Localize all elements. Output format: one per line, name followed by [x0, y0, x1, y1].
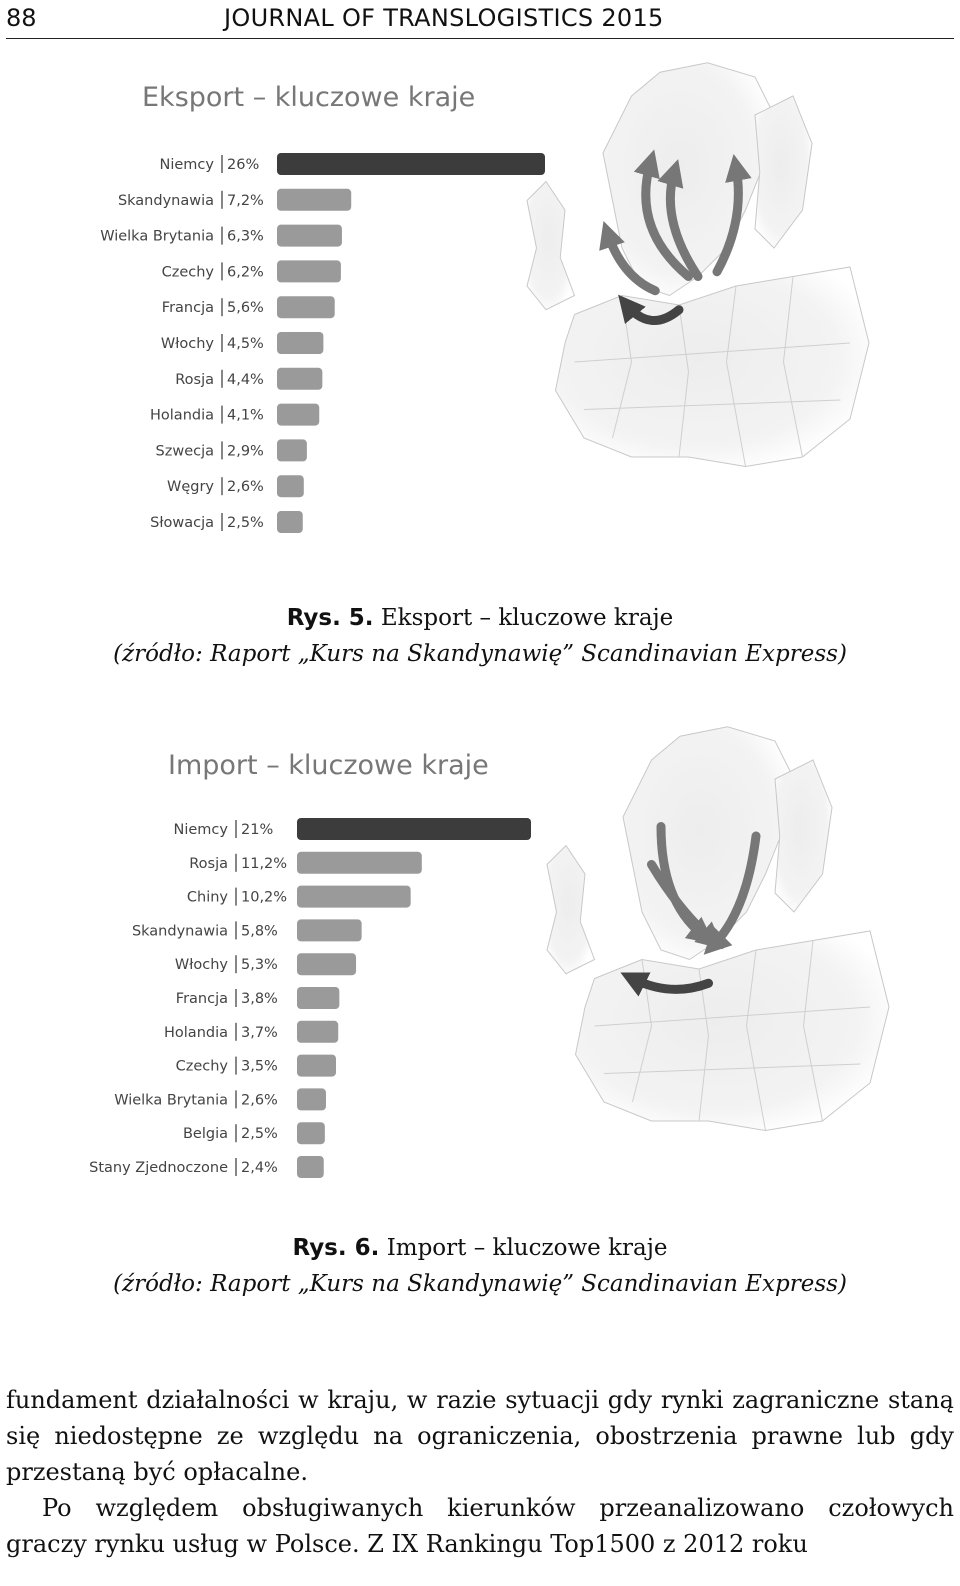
bar	[277, 153, 545, 175]
category-label: Wielka Brytania	[100, 228, 214, 245]
bar	[297, 987, 339, 1009]
category-label: Francja	[175, 991, 228, 1007]
bar	[277, 189, 351, 211]
paragraph: fundament działalności w kraju, w razie sytuacji gdy rynki zagraniczne staną się niedostępne ze względu na ograniczenia, obostrzenia prawne lub gdy przestaną być opłacalne.	[6, 1386, 954, 1486]
category-label: Wielka Brytania	[114, 1092, 228, 1109]
bar	[297, 919, 362, 941]
caption-source: (źródło: Raport „Kurs na Skandynawię” Scandinavian Express)	[113, 641, 847, 667]
bar	[297, 1021, 338, 1043]
value-label: 2,6%	[227, 479, 264, 496]
finland-shape	[755, 96, 812, 248]
paragraph: Po względem obsługiwanych kierunków przeanalizowano czołowych graczy rynku usług w Polsce. Z IX Rankingu Top1500 z 2012 roku	[6, 1494, 954, 1558]
figure-caption-6	[0, 1230, 960, 1302]
scandinavia-shape	[623, 727, 794, 960]
caption-source: (źródło: Raport „Kurs na Skandynawię” Scandinavian Express)	[113, 1271, 847, 1297]
figure-import	[0, 718, 960, 1208]
category-label: Holandia	[150, 407, 214, 424]
value-label: 6,3%	[227, 228, 264, 245]
value-label: 3,5%	[241, 1058, 278, 1075]
import-chart	[0, 718, 960, 1208]
category-label: Niemcy	[173, 822, 228, 838]
category-label: Rosja	[175, 371, 214, 388]
bar	[277, 225, 342, 247]
value-label: 2,4%	[241, 1160, 278, 1176]
category-label: Niemcy	[159, 157, 214, 173]
value-label: 4,4%	[227, 371, 264, 388]
category-label: Czechy	[175, 1058, 228, 1075]
category-label: Stany Zjednoczone	[89, 1160, 228, 1176]
bar	[277, 404, 319, 426]
value-label: 7,2%	[227, 192, 264, 209]
bar	[277, 368, 322, 390]
bar	[297, 886, 411, 908]
chart-title: Import – kluczowe kraje	[168, 750, 489, 781]
value-label: 10,2%	[241, 889, 288, 906]
bar	[297, 1055, 336, 1077]
caption-label: Rys. 5.	[286, 605, 374, 631]
europe-map	[547, 727, 889, 1131]
bar	[297, 1156, 324, 1178]
category-label: Holandia	[164, 1024, 228, 1041]
value-label: 2,6%	[241, 1092, 278, 1109]
category-label: Włochy	[174, 957, 228, 974]
page-number: 88	[6, 4, 37, 32]
caption-label: Rys. 6.	[292, 1235, 380, 1261]
category-label: Węgry	[166, 479, 214, 496]
category-label: Szwecja	[155, 443, 214, 460]
journal-title: JOURNAL OF TRANSLOGISTICS 2015	[224, 4, 664, 32]
bar	[277, 332, 323, 354]
category-label: Skandynawia	[131, 923, 228, 940]
category-label: Czechy	[161, 264, 214, 281]
value-label: 11,2%	[241, 855, 288, 872]
category-label: Słowacja	[150, 515, 214, 531]
bar	[297, 1122, 325, 1144]
bar	[277, 296, 335, 318]
bar	[277, 260, 341, 282]
value-label: 4,5%	[227, 336, 264, 352]
finland-shape	[775, 760, 832, 912]
value-label: 5,6%	[227, 300, 264, 317]
uk-shape	[527, 182, 575, 310]
category-label: Rosja	[189, 855, 228, 872]
value-label: 5,3%	[241, 957, 278, 974]
bar	[297, 1088, 326, 1110]
body-text	[6, 1382, 954, 1562]
value-label: 26%	[227, 157, 260, 173]
uk-shape	[547, 846, 595, 974]
value-label: 2,9%	[227, 443, 264, 460]
value-label: 4,1%	[227, 407, 264, 424]
value-label: 21%	[241, 822, 274, 838]
caption-title: Eksport – kluczowe kraje	[380, 605, 674, 631]
figure-caption-5	[0, 600, 960, 672]
category-label: Chiny	[186, 889, 228, 906]
mainland-shape	[556, 267, 870, 467]
value-label: 3,7%	[241, 1024, 278, 1041]
bar	[277, 475, 304, 497]
mainland-shape	[576, 931, 890, 1131]
value-label: 2,5%	[241, 1126, 278, 1143]
figure-export	[0, 50, 960, 560]
bar	[277, 511, 303, 533]
bar	[297, 818, 531, 840]
chart-title: Eksport – kluczowe kraje	[142, 82, 476, 113]
category-label: Francja	[161, 300, 214, 317]
value-label: 5,8%	[241, 923, 278, 940]
value-label: 3,8%	[241, 991, 278, 1007]
bar	[297, 852, 422, 874]
caption-title: Import – kluczowe kraje	[386, 1235, 668, 1261]
value-label: 6,2%	[227, 264, 264, 281]
bar	[277, 439, 307, 461]
value-label: 2,5%	[227, 515, 264, 531]
page-header	[6, 0, 954, 39]
export-chart	[0, 50, 960, 560]
category-label: Belgia	[182, 1126, 228, 1143]
category-label: Włochy	[160, 336, 214, 352]
category-label: Skandynawia	[117, 192, 214, 209]
bar	[297, 953, 356, 975]
europe-map	[527, 63, 869, 467]
